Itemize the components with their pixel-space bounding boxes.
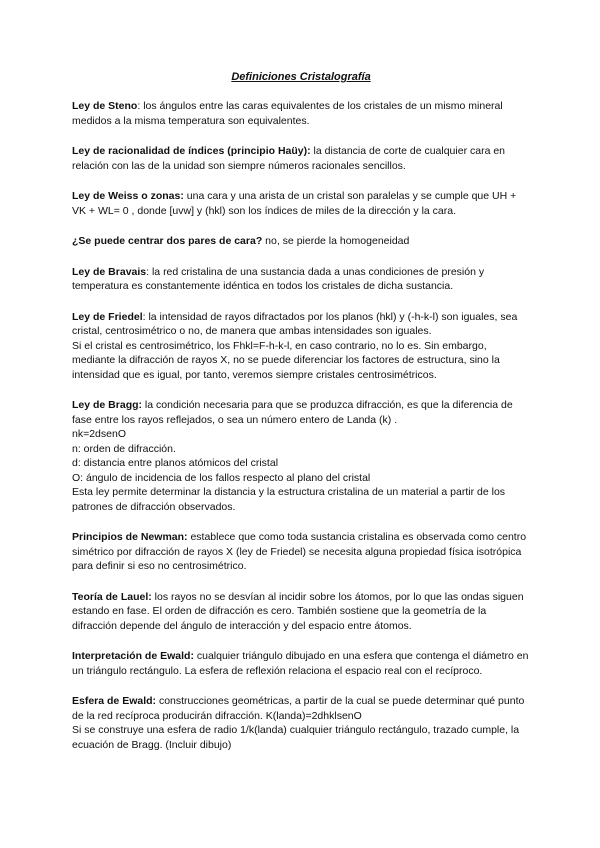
definition-paragraph [72, 694, 530, 723]
definition-friedel [72, 310, 530, 383]
definitions-list [72, 99, 530, 752]
definition-text: establece que como toda sustancia cristalina es observada como centro simétrico por difracción de rayos X (ley de Friedel) se necesita alguna propiedad física isotrópica para definir si eso no centrosimétrico. [72, 531, 527, 572]
definition-text: n: orden de difracción. [72, 442, 176, 455]
definition-text: la distancia de corte de cualquier cara en relación con las de la unidad son siempre números racionales sencillos. [72, 145, 506, 172]
definition-text: nk=2dsenO [72, 428, 126, 440]
definition-term: Ley de Weiss o zonas: [72, 190, 184, 202]
definition-continuation [72, 471, 530, 486]
definition-newman [72, 530, 530, 574]
definition-paragraph [72, 310, 530, 339]
definition-text: una cara y una arista de un cristal son paralelas y se cumple que UH + VK + WL= 0 , donde [uvw] y (hkl) son los índices de miles de la dirección y la cara. [72, 190, 517, 217]
definition-text: Esta ley permite determinar la distancia y la estructura cristalina de un material a partir de los patrones de difracción observados. [72, 486, 506, 513]
definition-continuation [72, 485, 530, 514]
definition-continuation [72, 339, 530, 383]
definition-text: : la intensidad de rayos difractados por los planos (hkl) y (-h-k-l) son iguales, sea cristal, centrosimétrico o no, de manera que ambas intensidades son iguales. [72, 310, 518, 337]
definition-steno [72, 99, 530, 128]
definition-interpretacion-ewald [72, 649, 530, 678]
definition-continuation [72, 442, 530, 457]
definition-term: Ley de Bravais [72, 265, 147, 278]
definition-text: no, se pierde la homogeneidad [262, 235, 410, 247]
definition-paragraph [72, 398, 530, 427]
definition-bragg [72, 398, 530, 514]
definition-continuation [72, 427, 530, 442]
definition-term: ¿Se puede centrar dos pares de cara? [72, 235, 263, 247]
definition-continuation [72, 456, 530, 471]
definition-term: Ley de Steno [72, 100, 138, 112]
definition-esfera-ewald [72, 694, 530, 752]
definition-paragraph [72, 265, 530, 294]
definition-term: Esfera de Ewald: [72, 695, 157, 707]
definition-text: Si el cristal es centrosimétrico, los Fhkl=F-h-k-l, en caso contrario, no lo es. Sin embargo, mediante la difracción de rayos X, no se puede diferenciar los factores de estructura, sino la intensidad que es igual, por tanto, veremos siempre cristales centrosimétricos. [72, 339, 500, 381]
definition-racionalidad [72, 144, 530, 173]
definition-text: Si se construye una esfera de radio 1/k(landa) cualquier triángulo rectángulo, trazado cumple, la ecuación de Bragg. (Incluir dibujo) [72, 724, 520, 751]
definition-term: Ley de racionalidad de índices (principio Haüy): [72, 145, 311, 157]
definition-text: los rayos no se desvían al incidir sobre los átomos, por lo que las ondas siguen estando en fase. El orden de difracción es cero. También sostiene que la geometría de la difracción depende del ángulo de interacción y del espacio entre átomos. [72, 590, 524, 632]
definition-centrar [72, 234, 530, 249]
definition-lauel [72, 590, 530, 634]
definition-term: Principios de Newman: [72, 531, 188, 543]
definition-term: Interpretación de Ewald: [72, 650, 194, 662]
definition-bravais [72, 265, 530, 294]
definition-paragraph [72, 189, 530, 218]
definition-paragraph [72, 144, 530, 173]
definition-continuation [72, 723, 530, 752]
definition-term: Ley de Bragg: [72, 399, 143, 411]
definition-text: construcciones geométricas, a partir de la cual se puede determinar qué punto de la red recíproca producirán difracción. K(landa)=2dhklsenO [72, 695, 525, 722]
definition-paragraph [72, 234, 530, 249]
definition-paragraph [72, 649, 530, 678]
definition-text: la condición necesaria para que se produzca difracción, es que la diferencia de fase entre los rayos reflejados, o sea un número entero de Landa (k) . [72, 399, 513, 426]
definition-term: Teoría de Lauel: [72, 590, 152, 603]
definition-text: : los ángulos entre las caras equivalentes de los cristales de un mismo mineral medidos a la misma temperatura son equivalentes. [72, 100, 503, 127]
document-title: Definiciones Cristalografía [231, 71, 371, 83]
definition-paragraph [72, 590, 530, 634]
definition-text: : la red cristalina de una sustancia dada a unas condiciones de presión y temperatura es constantemente idéntica en todos los cristales de dicha sustancia. [72, 265, 485, 292]
definition-text: d: distancia entre planos atómicos del cristal [72, 457, 279, 469]
definition-text: O: ángulo de incidencia de los fallos respecto al plano del cristal [72, 471, 371, 484]
definition-paragraph [72, 99, 530, 128]
definition-text: cualquier triángulo dibujado en una esfera que contenga el diámetro en un triángulo rectángulo. La esfera de reflexión relaciona el espacio real con el recíproco. [72, 650, 529, 677]
definition-term: Ley de Friedel [72, 310, 143, 323]
definition-paragraph [72, 530, 530, 574]
definition-weiss [72, 189, 530, 218]
